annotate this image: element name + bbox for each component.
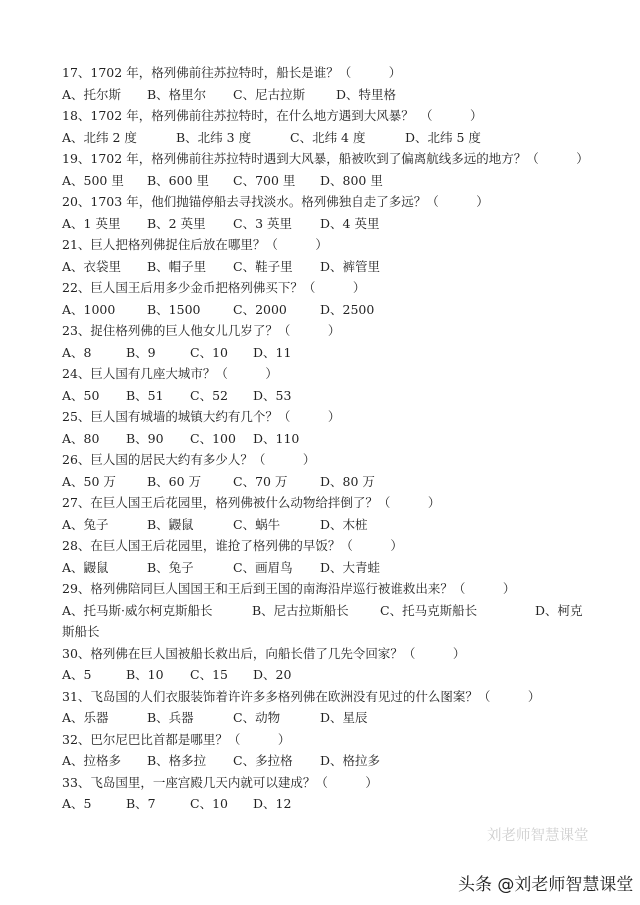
option-B: B、9	[126, 344, 156, 360]
option-B: B、尼古拉斯船长	[252, 602, 349, 618]
option-D: D、木桩	[320, 516, 368, 532]
question-32: 32、巴尔尼巴比首都是哪里？（ ）	[62, 731, 291, 747]
option-A: A、托马斯·威尔柯克斯船长	[62, 602, 213, 618]
question-33: 33、飞岛国里，一座宫殿几天内就可以建成？（ ）	[62, 774, 378, 790]
option-B: B、格里尔	[147, 86, 207, 102]
option-A: A、50 万	[62, 473, 116, 489]
option-D: D、12	[253, 796, 292, 811]
option-C: C、15	[190, 667, 228, 682]
option-C: C、鞋子里	[233, 258, 293, 274]
option-B: B、51	[126, 387, 164, 403]
option-D: D、800 里	[320, 172, 383, 188]
option-A: A、500 里	[62, 172, 124, 188]
option-C: C、700 里	[233, 172, 296, 188]
option-B: B、兔子	[147, 559, 194, 575]
question-23: 23、捉住格列佛的巨人他女儿几岁了？（ ）	[62, 323, 341, 338]
option-A: A、5	[62, 667, 92, 682]
option-B: B、1500	[147, 301, 201, 317]
option-A: A、衣袋里	[62, 258, 122, 274]
option-C: C、10	[190, 344, 228, 360]
option-B: B、鼹鼠	[147, 516, 194, 532]
question-18: 18、1702 年，格列佛前往苏拉特时，在什么地方遇到大风暴？ （ ）	[62, 108, 483, 123]
option-D: D、11	[253, 344, 292, 360]
question-31: 31、飞岛国的人们衣服装饰着许许多多格列佛在欧洲没有见过的什么图案？（ ）	[62, 688, 541, 704]
question-27: 27、在巨人国王后花园里，格列佛被什么动物给拌倒了？（ ）	[62, 495, 441, 510]
option-D: D、110	[253, 430, 300, 446]
option-A: A、鼹鼠	[62, 559, 109, 575]
option-C: C、10	[190, 796, 228, 811]
question-22: 22、巨人国王后用多少金币把格列佛买下？（ ）	[62, 280, 366, 295]
option-A: A、1 英里	[62, 215, 121, 231]
option-B: B、北纬 3 度	[176, 129, 252, 145]
option-C: C、2000	[233, 301, 287, 317]
option-B: B、帽子里	[147, 258, 207, 274]
option-A: A、兔子	[62, 516, 109, 532]
option-D: D、80 万	[320, 473, 375, 489]
option-C: C、尼古拉斯	[233, 86, 306, 102]
option-A: A、1000	[62, 301, 116, 317]
option-D: D、裤管里	[320, 258, 381, 274]
option-B: B、60 万	[147, 473, 202, 489]
footer-credit: 头条 @刘老师智慧课堂	[458, 875, 634, 895]
option-B: B、2 英里	[147, 215, 206, 231]
question-20: 20、1703 年，他们抛锚停船去寻找淡水。格列佛独自走了多远？（ ）	[62, 194, 489, 209]
option-A: A、5	[62, 796, 92, 811]
option-B: B、兵器	[147, 710, 194, 725]
option-A: A、北纬 2 度	[62, 129, 137, 145]
watermark: 刘老师智慧课堂	[487, 828, 589, 844]
option-A: A、50	[62, 387, 100, 403]
option-B: B、7	[126, 796, 156, 811]
option-A: A、拉格多	[62, 753, 122, 768]
question-28: 28、在巨人国王后花园里，谁抢了格列佛的早饭？（ ）	[62, 538, 403, 553]
option-C: C、北纬 4 度	[290, 129, 366, 145]
question-17: 17、1702 年，格列佛前往苏拉特时，船长是谁？（ ）	[62, 65, 402, 80]
option-C: C、动物	[233, 710, 281, 725]
question-30: 30、格列佛在巨人国被船长救出后，向船长借了几先令回家？（ ）	[62, 645, 466, 661]
option-D: D、柯克	[535, 602, 583, 618]
option-D-continued: 斯船长	[62, 624, 100, 639]
option-B: B、600 里	[147, 172, 210, 188]
option-C: C、画眉鸟	[233, 559, 293, 575]
question-29: 29、格列佛陪同巨人国国王和王后到王国的南海沿岸巡行被谁救出来？（ ）	[62, 581, 516, 596]
option-D: D、20	[253, 667, 292, 682]
option-D: D、4 英里	[320, 215, 380, 231]
option-D: D、特里格	[336, 86, 397, 102]
option-C: C、托马克斯船长	[380, 602, 478, 618]
question-26: 26、巨人国的居民大约有多少人？（ ）	[62, 452, 316, 467]
option-C: C、100	[190, 430, 236, 446]
question-21: 21、巨人把格列佛捉住后放在哪里？（ ）	[62, 237, 328, 252]
option-C: C、蜗牛	[233, 516, 281, 532]
option-A: A、8	[62, 344, 92, 360]
option-B: B、10	[126, 667, 164, 682]
option-B: B、格多拉	[147, 753, 207, 768]
option-D: D、53	[253, 387, 292, 403]
option-C: C、多拉格	[233, 753, 293, 768]
option-A: A、80	[62, 430, 100, 446]
option-D: D、北纬 5 度	[405, 129, 481, 145]
question-19: 19、1702 年，格列佛前往苏拉特时遇到大风暴，船被吹到了偏离航线多远的地方？（ ）	[62, 151, 589, 166]
option-D: D、2500	[320, 301, 375, 317]
option-D: D、格拉多	[320, 753, 381, 768]
option-C: C、70 万	[233, 473, 288, 489]
question-25: 25、巨人国有城墙的城镇大约有几个？（ ）	[62, 409, 341, 424]
option-A: A、托尔斯	[62, 86, 122, 102]
option-C: C、52	[190, 387, 228, 403]
option-D: D、大青蛙	[320, 559, 381, 575]
option-A: A、乐器	[62, 710, 109, 725]
option-B: B、90	[126, 430, 164, 446]
option-D: D、星辰	[320, 710, 368, 725]
question-24: 24、巨人国有几座大城市？（ ）	[62, 366, 278, 381]
option-C: C、3 英里	[233, 215, 292, 231]
